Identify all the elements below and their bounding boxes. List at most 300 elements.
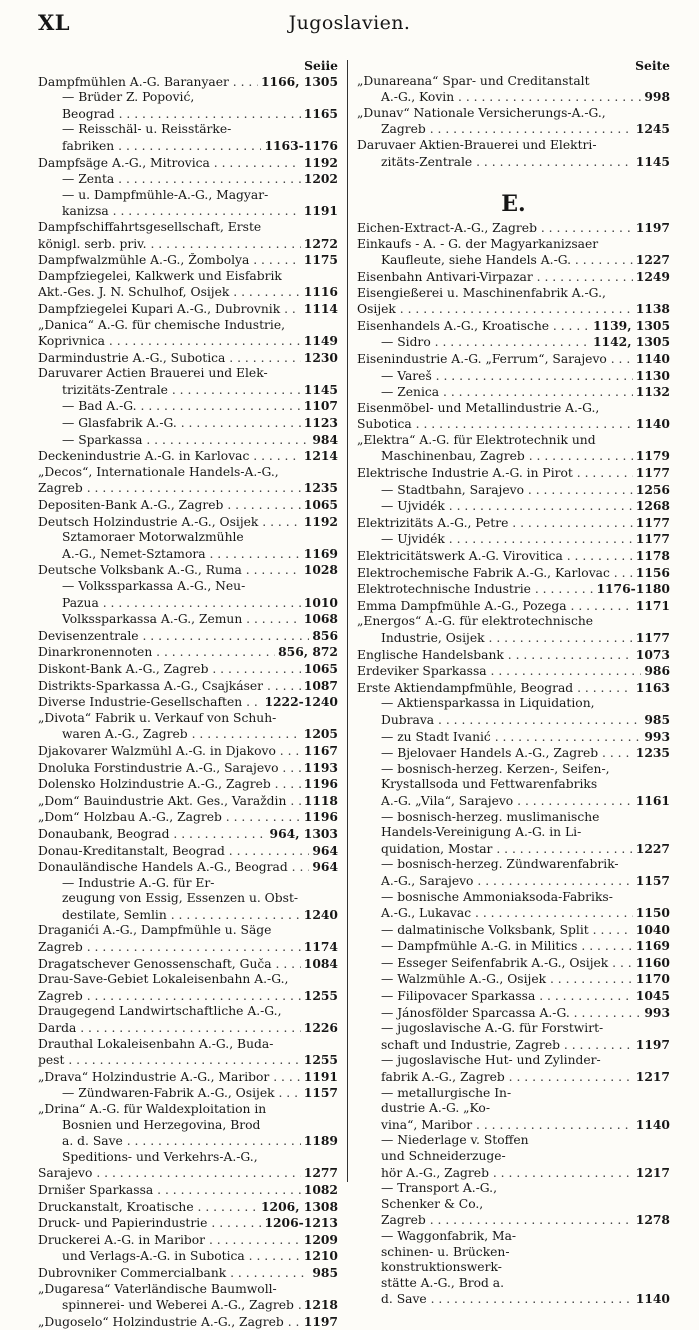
index-entry <box>357 401 670 417</box>
entry-page: 1227 <box>635 252 670 268</box>
entry-page: 1157 <box>303 1085 338 1101</box>
entry-page: 986 <box>644 663 670 679</box>
index-entry <box>38 284 338 301</box>
entry-page: 1192 <box>303 513 338 529</box>
index-entry <box>357 1149 670 1165</box>
index-entry <box>38 726 338 743</box>
entry-page: 1206-1213 <box>264 1215 338 1231</box>
entry-text: — Ujvidék . . . <box>357 532 633 548</box>
entry-text: Krystallsoda und Fettwarenfabriks <box>381 777 598 792</box>
entry-text: — Waggonfabrik, Ma- <box>381 1228 517 1243</box>
index-entry <box>38 74 338 91</box>
entry-text: — Stadtbahn, Sarajevo . . . <box>357 483 633 499</box>
entry-text: — jugoslavische A.-G. für Forstwirt- <box>381 1021 604 1036</box>
index-entry <box>357 777 670 793</box>
entry-page: 1123 <box>303 415 338 431</box>
entry-text: Eisenmöbel- und Metallindustrie A.-G., <box>357 400 600 415</box>
entry-text: — bosnisch-herzeg. Kerzen-, Seifen-, <box>381 761 610 776</box>
entry-text: Daruvaer Aktien-Brauerei und Elektri- <box>357 137 597 152</box>
right-column <box>357 58 670 1308</box>
entry-text: A.-G., Nemet-Sztamora . . . <box>38 547 301 563</box>
entry-text: Zagreb . . . <box>38 481 301 497</box>
index-entry <box>38 188 338 204</box>
index-entry <box>357 729 670 746</box>
entry-text: Dubrovniker Commercialbank . . . <box>38 1266 309 1282</box>
index-entry <box>38 432 338 449</box>
index-entry <box>357 1037 670 1054</box>
entry-text: Elektricitätswerk A.-G. Virovitica . . . <box>357 549 633 565</box>
entry-page: 1149 <box>303 333 338 349</box>
entry-page: 984 <box>312 431 338 447</box>
entry-page: 1175 <box>303 252 338 268</box>
entry-page: 1138 <box>635 301 670 317</box>
index-entry <box>357 515 670 532</box>
entry-page: 856, 872 <box>278 644 338 660</box>
entry-text: Druckanstalt, Kroatische . . . <box>38 1200 258 1216</box>
entry-page: 1045 <box>635 988 670 1004</box>
index-entry <box>38 366 338 382</box>
entry-text: — u. Dampfmühle-A.-G., Magyar- <box>62 187 269 202</box>
entry-text: Speditions- und Verkehrs-A.-G., <box>62 1149 258 1164</box>
entry-page: 993 <box>644 728 670 744</box>
entry-page: 1196 <box>303 809 338 825</box>
entry-page: 1170 <box>635 971 670 987</box>
entry-page: 1206, 1308 <box>260 1198 338 1214</box>
index-entry <box>357 482 670 499</box>
seite-label-right: Seite <box>635 58 670 73</box>
index-entry <box>38 843 338 860</box>
index-entry <box>38 743 338 760</box>
index-entry <box>38 1182 338 1199</box>
entry-text: fabriken . . . <box>38 139 261 155</box>
index-entry <box>38 1282 338 1298</box>
index-entry <box>38 859 338 876</box>
entry-text: — Brüder Z. Popović, <box>62 90 195 105</box>
entry-page: 1107 <box>303 398 338 414</box>
index-entry <box>357 598 670 615</box>
entry-page: 1065 <box>303 660 338 676</box>
entry-page: 1068 <box>303 611 338 627</box>
entry-text: und Schneiderzuge- <box>381 1149 506 1163</box>
entry-page: 985 <box>312 1264 338 1280</box>
index-entry <box>38 269 338 285</box>
entry-page: 1214 <box>303 448 338 464</box>
entry-text: „Dunareana“ Spar- und Creditanstalt <box>357 73 590 88</box>
entry-text: — dalmatinische Volksbank, Split . . . <box>357 923 633 939</box>
entry-page: 1177 <box>635 465 670 481</box>
entry-page: 1210 <box>303 1248 338 1264</box>
index-entry <box>38 252 338 269</box>
index-entry <box>38 514 338 531</box>
index-entry <box>38 480 338 497</box>
index-entry <box>357 1005 670 1022</box>
index-entry <box>357 1212 670 1229</box>
entry-text: Dolensko Holzindustrie A.-G., Zagreb . . . <box>38 777 301 793</box>
entry-page: 1255 <box>303 987 338 1003</box>
entry-text: Eisenindustrie A.-G. „Ferrum“, Sarajevo . . . <box>357 352 633 368</box>
index-entry <box>38 155 338 172</box>
index-entry <box>357 1086 670 1102</box>
entry-text: Diskont-Bank A.-G., Zagreb . . . <box>38 662 301 678</box>
entry-page: 1178 <box>635 548 670 564</box>
index-entry <box>357 106 670 122</box>
entry-page: 1073 <box>635 646 670 662</box>
index-entry <box>38 546 338 563</box>
entry-text: Depositen-Bank A.-G., Zagreb . . . <box>38 498 301 514</box>
index-entry <box>38 694 338 711</box>
index-entry <box>38 956 338 973</box>
entry-text: Volkssparkassa A.-G., Zemun . . . <box>38 612 301 628</box>
index-entry <box>38 776 338 793</box>
entry-page: 1145 <box>303 381 338 397</box>
entry-page: 1028 <box>303 562 338 578</box>
index-entry <box>38 1165 338 1182</box>
entry-text: Einkaufs - A. - G. der Magyarkanizsaer <box>357 236 599 251</box>
index-entry <box>38 760 338 777</box>
index-entry <box>38 876 338 892</box>
entry-text: Industrie, Osijek . . . <box>357 631 633 647</box>
index-entry <box>38 1004 338 1020</box>
index-entry <box>357 762 670 778</box>
index-entry <box>357 465 670 482</box>
entry-page: 1171 <box>635 597 670 613</box>
index-entry <box>38 611 338 628</box>
entry-text: Zagreb . . . <box>38 989 301 1005</box>
entry-text: Druckerei A.-G. in Maribor . . . <box>38 1233 301 1249</box>
index-entry <box>357 74 670 90</box>
index-entry <box>38 1069 338 1086</box>
entry-text: — Filipovacer Sparkassa . . . <box>357 989 633 1005</box>
entry-text: Donau-Kreditanstalt, Beograd . . . <box>38 844 309 860</box>
index-entry <box>38 318 338 334</box>
entry-text: schinen- u. Brücken- <box>381 1244 510 1259</box>
entry-text: Draganići A.-G., Dampfmühle u. Säge <box>38 923 272 938</box>
entry-text: Daruvarer Actien Brauerei und Elek- <box>38 366 268 381</box>
index-entry <box>357 581 670 598</box>
index-entry <box>38 678 338 695</box>
entry-text: d. Save . . . <box>357 1292 633 1308</box>
index-entry <box>38 1102 338 1118</box>
entry-text: — bosnisch-herzeg. Zündwarenfabrik- <box>381 857 619 872</box>
index-entry <box>38 1150 338 1166</box>
index-entry <box>38 1297 338 1314</box>
index-entry <box>38 595 338 612</box>
entry-text: Djakovarer Walzmühl A.-G. in Djakovo . . . <box>38 744 301 760</box>
entry-page: 1130 <box>635 367 670 383</box>
entry-text: — Aktiensparkassa in Liquidation, <box>381 696 595 711</box>
entry-page: 964 <box>312 859 338 875</box>
entry-text: hör A.-G., Zagreb . . . <box>357 1166 633 1182</box>
entry-page: 993 <box>644 1004 670 1020</box>
entry-page: 1010 <box>303 594 338 610</box>
index-entry <box>357 138 670 154</box>
entry-page: 1218 <box>303 1297 338 1313</box>
entry-text: „Dom“ Bauindustrie Akt. Ges., Varaždin . . . <box>38 794 301 810</box>
entry-page: 1230 <box>303 349 338 365</box>
entry-text: Diverse Industrie-Gesellschaften . . . <box>38 695 261 711</box>
entry-text: „Drina“ A.-G. für Waldexploitation in <box>38 1102 267 1116</box>
index-entry <box>357 121 670 138</box>
index-entry <box>357 1276 670 1292</box>
index-entry <box>38 826 338 843</box>
index-entry <box>357 237 670 253</box>
entry-text: — bosnisch-herzeg. muslimanische <box>381 809 600 824</box>
entry-text: Distrikts-Sparkassa A.-G., Csajkáser . . . <box>38 679 301 695</box>
entry-text: Elektrochemische Fabrik A.-G., Karlovac . . . <box>357 566 633 582</box>
entry-page: 1160 <box>635 954 670 970</box>
entry-text: Beograd . . . <box>38 107 301 123</box>
entry-text: „Dugaresa“ Vaterländische Baumwoll- <box>38 1281 277 1296</box>
entry-page: 1197 <box>635 220 670 236</box>
entry-text: Zagreb . . . <box>357 1213 633 1229</box>
entry-page: 964 <box>312 842 338 858</box>
entry-text: Dragatschever Genossenschaft, Guča . . . <box>38 957 301 973</box>
index-entry <box>357 988 670 1005</box>
index-entry <box>357 873 670 890</box>
entry-text: Eichen-Extract-A.-G., Zagreb . . . <box>357 221 633 237</box>
entry-text: Zagreb . . . <box>38 940 301 956</box>
entry-page: 1255 <box>303 1052 338 1068</box>
column-divider <box>347 60 348 1182</box>
entry-text: — bosnische Ammoniaksoda-Fabriks- <box>381 889 613 904</box>
entry-page: 1179 <box>635 448 670 464</box>
entry-page: 1205 <box>303 726 338 742</box>
entry-text: destilate, Semlin . . . <box>38 908 301 924</box>
entry-page: 1174 <box>303 939 338 955</box>
entry-page: 1114 <box>303 300 338 316</box>
entry-text: Drnišer Sparkassa . . . <box>38 1183 301 1199</box>
entry-text: Drauthal Lokaleisenbahn A.-G., Buda- <box>38 1036 274 1051</box>
entry-page: 1084 <box>303 955 338 971</box>
entry-page: 1157 <box>635 872 670 888</box>
entry-page: 1166, 1305 <box>260 73 338 89</box>
index-entry <box>38 350 338 367</box>
entry-page: 1272 <box>303 235 338 251</box>
entry-text: — Jánosfölder Sparcassa A.-G. . . . <box>357 1006 641 1022</box>
index-entry <box>38 562 338 579</box>
entry-page: 964, 1303 <box>269 825 338 841</box>
index-entry <box>38 236 338 253</box>
index-entry <box>38 1248 338 1265</box>
entry-text: „Dom“ Holzbau A.-G., Zagreb . . . <box>38 810 301 826</box>
entry-text: — Bjelovaer Handels A.-G., Zagreb . . . <box>357 746 633 762</box>
index-entry <box>357 286 670 302</box>
entry-text: — Niederlage v. Stoffen <box>381 1133 529 1148</box>
entry-text: Erste Aktiendampfmühle, Beograd . . . <box>357 681 633 697</box>
index-entry <box>357 890 670 906</box>
entry-text: königl. serb. priv. . . . <box>38 237 301 253</box>
entry-text: Kaufleute, siehe Handels A.-G. . . . <box>357 253 633 269</box>
index-entry <box>357 416 670 433</box>
entry-text: Bosnien und Herzegovina, Brod <box>62 1117 261 1132</box>
entry-text: Deckenindustrie A.-G. in Karlovac . . . <box>38 449 301 465</box>
entry-page: 1169 <box>635 938 670 954</box>
entry-text: — Industrie A.-G. für Er- <box>62 875 215 890</box>
index-entry <box>38 106 338 123</box>
entry-text: „Dugoselo“ Holzindustrie A.-G., Zagreb . . . <box>38 1315 301 1330</box>
index-entry <box>38 1265 338 1282</box>
index-entry <box>357 269 670 286</box>
index-entry <box>38 1085 338 1102</box>
left-entry-list <box>38 74 338 1330</box>
entry-page: 856 <box>312 627 338 643</box>
entry-text: und Verlags-A.-G. in Subotica . . . <box>38 1249 301 1265</box>
entry-page: 1192 <box>303 154 338 170</box>
index-entry <box>38 939 338 956</box>
entry-text: Pazua . . . <box>38 596 301 612</box>
entry-text: Koprivnica . . . <box>38 334 301 350</box>
index-entry <box>38 90 338 106</box>
index-entry <box>357 1260 670 1276</box>
entry-text: „Decos“, Internationale Handels-A.-G., <box>38 464 279 479</box>
entry-text: stätte A.-G., Brod a. <box>381 1275 505 1290</box>
entry-page: 1177 <box>635 531 670 547</box>
entry-page: 1191 <box>303 1068 338 1084</box>
index-entry <box>357 614 670 630</box>
index-entry <box>38 891 338 907</box>
index-entry <box>357 252 670 269</box>
index-entry <box>357 1181 670 1197</box>
entry-text: — Transport A.-G., <box>381 1181 497 1196</box>
entry-page: 1161 <box>635 792 670 808</box>
entry-text: Zagreb . . . <box>357 122 633 138</box>
index-entry <box>357 1101 670 1117</box>
entry-text: „Dunav“ Nationale Versicherungs-A.-G., <box>357 105 606 120</box>
entry-text: zitäts-Zentrale . . . <box>357 155 633 171</box>
entry-text: — Dampfmühle A.-G. in Militics . . . <box>357 939 633 955</box>
index-entry <box>357 680 670 697</box>
index-entry <box>357 498 670 515</box>
index-entry <box>357 433 670 449</box>
index-entry <box>38 1037 338 1053</box>
index-entry <box>38 809 338 826</box>
index-entry <box>357 1197 670 1213</box>
entry-text: Devisenzentrale . . . <box>38 629 309 645</box>
right-d-entry-list <box>357 74 670 171</box>
entry-page: 1169 <box>303 545 338 561</box>
index-entry <box>38 988 338 1005</box>
seite-label-left: Seiie <box>304 58 338 73</box>
index-entry <box>357 318 670 335</box>
entry-text: — Reisschäl- u. Reisstärke- <box>62 122 232 137</box>
index-entry <box>357 548 670 565</box>
index-entry <box>357 89 670 106</box>
entry-page: 1177 <box>635 514 670 530</box>
index-entry <box>357 1165 670 1182</box>
index-entry <box>357 971 670 988</box>
entry-page: 1040 <box>635 921 670 937</box>
entry-page: 1150 <box>635 905 670 921</box>
index-entry <box>38 122 338 138</box>
entry-text: Dampfmühlen A.-G. Baranyaer . . . <box>38 75 258 91</box>
index-entry <box>357 857 670 873</box>
index-entry <box>357 1117 670 1134</box>
entry-text: — Ujvidék . . . <box>357 499 633 515</box>
entry-page: 998 <box>644 89 670 105</box>
index-entry <box>357 1229 670 1245</box>
entry-text: Deutsch Holzindustrie A.-G., Osijek . . . <box>38 515 301 531</box>
index-entry <box>357 1053 670 1069</box>
entry-text: Maschinenbau, Zagreb . . . <box>357 449 633 465</box>
index-entry <box>357 938 670 955</box>
entry-page: 1140 <box>635 1116 670 1132</box>
index-entry <box>38 644 338 661</box>
index-entry <box>357 301 670 318</box>
entry-text: Donauländische Handels A.-G., Beograd . . . <box>38 860 309 876</box>
entry-page: 1240 <box>303 906 338 922</box>
entry-text: — Zenica . . . <box>357 385 633 401</box>
entry-text: Eisenhandels A.-G., Kroatische . . . <box>357 319 590 335</box>
entry-page: 1140 <box>635 416 670 432</box>
entry-text: — jugoslavische Hut- und Zylinder- <box>381 1053 601 1068</box>
entry-text: Dinarkronennoten . . . <box>38 645 275 661</box>
index-entry <box>357 384 670 401</box>
entry-text: Draugegend Landwirtschaftliche A.-G., <box>38 1004 282 1019</box>
entry-page: 1196 <box>303 776 338 792</box>
entry-page: 1193 <box>303 759 338 775</box>
index-entry <box>38 923 338 939</box>
entry-text: A.-G., Lukavac . . . <box>357 906 633 922</box>
index-entry <box>38 301 338 318</box>
entry-text: Druck- und Papierindustrie . . . <box>38 1216 261 1232</box>
entry-page: 1065 <box>303 497 338 513</box>
index-entry <box>38 579 338 595</box>
entry-text: Dampfziegelei Kupari A.-G., Dubrovnik . . . <box>38 302 301 318</box>
entry-text: spinnerei- und Weberei A.-G., Zagreb . . . <box>38 1298 301 1314</box>
entry-text: Darda . . . <box>38 1021 301 1037</box>
index-entry <box>357 663 670 680</box>
entry-page: 985 <box>644 711 670 727</box>
entry-text: — metallurgische In- <box>381 1085 512 1100</box>
entry-text: dustrie A.-G. „Ko- <box>381 1101 490 1116</box>
index-entry <box>357 1133 670 1149</box>
index-entry <box>357 368 670 385</box>
index-entry <box>357 565 670 582</box>
entry-page: 1249 <box>635 268 670 284</box>
index-entry <box>38 415 338 432</box>
entry-page: 1145 <box>635 153 670 169</box>
index-entry <box>357 1245 670 1261</box>
entry-text: Dampfschiffahrtsgesellschaft, Erste <box>38 219 262 234</box>
index-entry <box>38 1232 338 1249</box>
entry-text: Dampfziegelei, Kalkwerk und Eisfabrik <box>38 268 282 283</box>
index-entry <box>357 351 670 368</box>
entry-text: Darmindustrie A.-G., Subotica . . . <box>38 351 301 367</box>
entry-page: 1202 <box>303 171 338 187</box>
index-entry <box>38 1118 338 1134</box>
index-entry <box>357 841 670 858</box>
index-entry <box>38 530 338 546</box>
entry-text: Dnoluka Forstindustrie A.-G., Sarajevo . . . <box>38 761 301 777</box>
right-e-entry-list <box>357 220 670 1308</box>
entry-text: Elektrizitäts A.-G., Petre . . . <box>357 516 633 532</box>
entry-text: Donaubank, Beograd . . . <box>38 827 267 843</box>
entry-text: A.-G., Kovin . . . <box>357 90 641 106</box>
index-entry <box>38 793 338 810</box>
index-entry <box>38 333 338 350</box>
index-entry <box>357 1021 670 1037</box>
entry-text: A.-G., Sarajevo . . . <box>357 874 633 890</box>
entry-page: 1177 <box>635 630 670 645</box>
index-entry <box>357 696 670 712</box>
entry-page: 1256 <box>635 481 670 497</box>
index-entry <box>38 907 338 924</box>
entry-text: Dampfwalzmühle A.-G., Žombolya . . . <box>38 253 301 269</box>
entry-page: 1197 <box>635 1036 670 1052</box>
entry-text: — Volkssparkassa A.-G., Neu- <box>62 579 246 593</box>
entry-text: „Danica“ A.-G. für chemische Industrie, <box>38 317 286 332</box>
page-number: XL <box>38 10 71 35</box>
